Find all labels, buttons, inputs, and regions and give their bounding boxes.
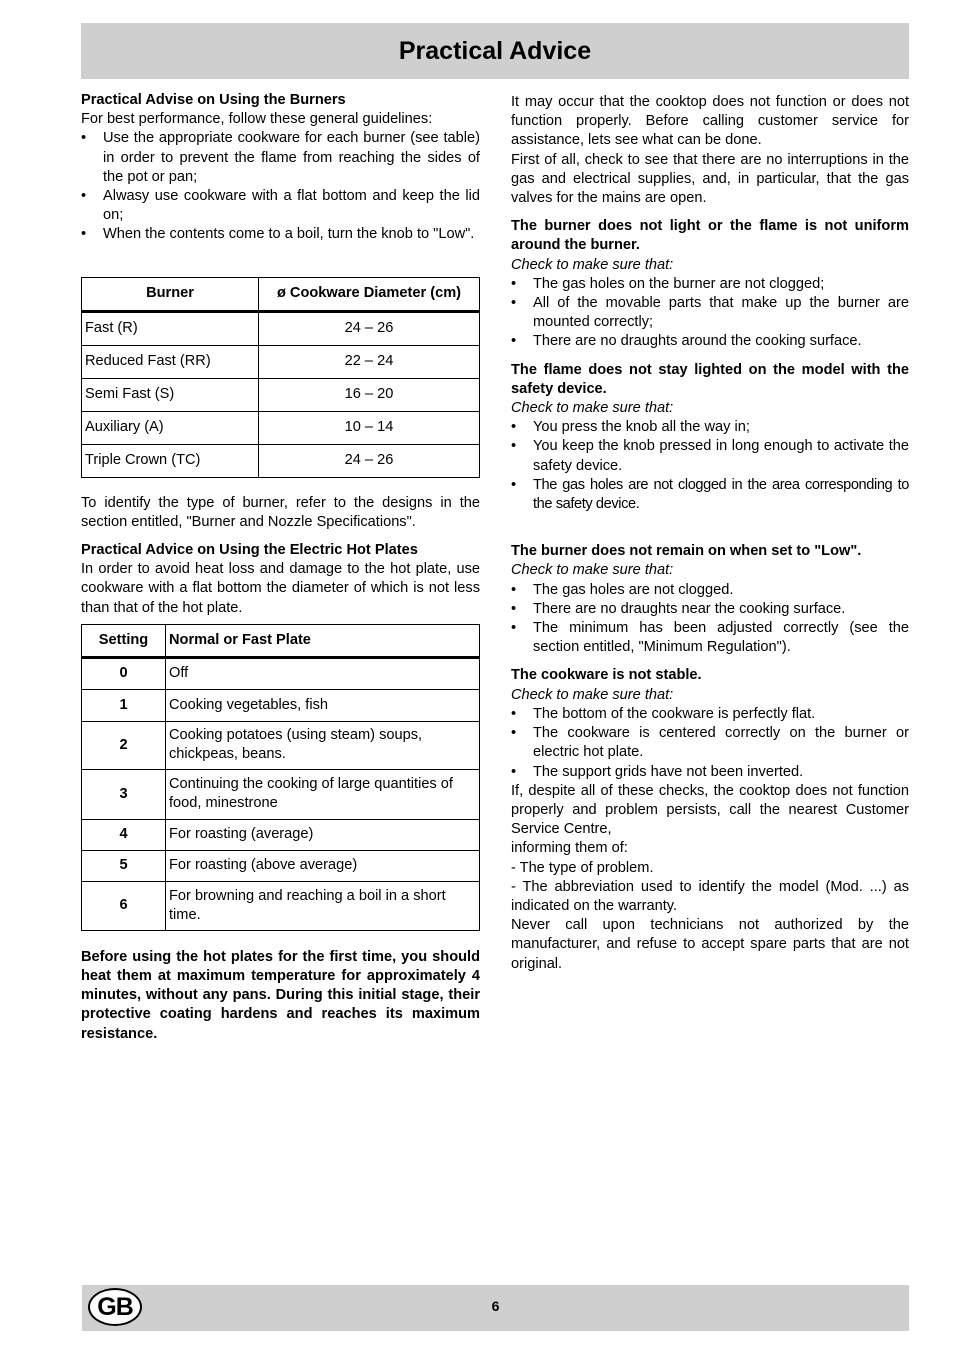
list-item: • Use the appropriate cookware for each burner (see table) in order to prevent the flame from reaching the sides of the pot or pan; xyxy=(81,129,480,187)
check-list xyxy=(511,705,909,782)
table-row xyxy=(82,657,480,689)
check-list xyxy=(511,275,909,352)
table-row xyxy=(82,819,480,850)
table-cell: For roasting (average) xyxy=(166,819,480,850)
table-cell: Semi Fast (S) xyxy=(82,378,259,411)
check-label: Check to make sure that: xyxy=(511,400,674,417)
table-header-row xyxy=(82,624,480,657)
table-cell: Auxiliary (A) xyxy=(82,411,259,444)
table-cell: Cooking potatoes (using steam) soups, chickpeas, beans. xyxy=(166,721,480,769)
table-cell: 4 xyxy=(82,819,166,850)
section-heading: The flame does not stay lighted on the model with the safety device. xyxy=(511,361,909,397)
footer-bar xyxy=(82,1285,909,1331)
table-row xyxy=(82,721,480,769)
table-cell: Off xyxy=(166,657,480,689)
list-item: • Alwasy use cookware with a flat bottom and keep the lid on; xyxy=(81,187,480,225)
list-item: • The gas holes are not clogged. xyxy=(511,581,909,600)
table-row xyxy=(82,769,480,819)
closing-text: If, despite all of these checks, the cooktop does not function properly and problem persists, call the nearest Customer Service Centre, xyxy=(511,782,909,838)
check-label: Check to make sure that: xyxy=(511,562,674,579)
table-row xyxy=(82,378,480,411)
section-heading: The burner does not light or the flame is not uniform around the burner. xyxy=(511,218,909,254)
table-row xyxy=(82,311,480,345)
table-cell: Cooking vegetables, fish xyxy=(166,689,480,721)
left-column xyxy=(81,91,480,1044)
table-cell: 24 – 26 xyxy=(259,311,480,345)
table-row xyxy=(82,850,480,881)
hot-plate-table xyxy=(81,624,480,931)
page-title: Practical Advice xyxy=(398,36,592,65)
closing-text: informing them of: xyxy=(511,840,628,857)
list-item: • When the contents come to a boil, turn the knob to "Low". xyxy=(81,225,480,244)
table-header-cell: Setting xyxy=(82,624,166,657)
title-bar xyxy=(81,23,909,79)
closing-text: Never call upon technicians not authorized by the manufacturer, and refuse to accept spare parts that are not original. xyxy=(511,917,909,972)
table-header-cell: Normal or Fast Plate xyxy=(166,624,480,657)
troubleshooting-supply-check: First of all, check to see that there are no interruptions in the gas and electrical supplies, and, in particular, that the gas valves for the mains are open. xyxy=(511,151,909,207)
check-label: Check to make sure that: xyxy=(511,686,674,703)
table-cell: Continuing the cooking of large quantities of food, minestrone xyxy=(166,769,480,819)
burner-table xyxy=(81,277,480,478)
hot-plates-heading: Practical Advice on Using the Electric Hot Plates xyxy=(81,542,418,559)
list-item: • There are no draughts near the cooking surface. xyxy=(511,600,909,619)
table-header-cell: Burner xyxy=(82,277,259,311)
identify-burner-text: To identify the type of burner, refer to the designs in the section entitled, "Burner and Nozzle Specifications". xyxy=(81,494,480,530)
table-row xyxy=(82,444,480,477)
table-cell: 22 – 24 xyxy=(259,345,480,378)
list-item: • You keep the knob pressed in long enough to activate the safety device. xyxy=(511,437,909,475)
table-header-cell: ø Cookware Diameter (cm) xyxy=(259,277,480,311)
right-column xyxy=(511,93,909,974)
table-row xyxy=(82,881,480,930)
page-number: 6 xyxy=(491,1298,500,1314)
table-row xyxy=(82,411,480,444)
gb-country-logo: GB xyxy=(88,1288,142,1326)
burners-heading: Practical Advise on Using the Burners xyxy=(81,92,346,108)
list-item: • There are no draughts around the cooking surface. xyxy=(511,332,909,351)
table-cell: 0 xyxy=(82,657,166,689)
table-cell: 2 xyxy=(82,721,166,769)
hot-plates-intro: In order to avoid heat loss and damage to the hot plate, use cookware with a flat bottom the diameter of which is not less than that of the hot plate. xyxy=(81,561,480,616)
table-cell: 5 xyxy=(82,850,166,881)
table-cell: For roasting (above average) xyxy=(166,850,480,881)
table-cell: Reduced Fast (RR) xyxy=(82,345,259,378)
list-item: • The minimum has been adjusted correctly (see the section entitled, "Minimum Regulation"). xyxy=(511,619,909,657)
table-cell: 6 xyxy=(82,881,166,930)
troubleshooting-intro: It may occur that the cooktop does not function or does not function properly. Before calling customer service for assistance, lets see what can be done. xyxy=(511,94,909,149)
table-header-row xyxy=(82,277,480,311)
closing-text: - The type of problem. xyxy=(511,859,654,876)
list-item: • All of the movable parts that make up the burner are mounted correctly; xyxy=(511,294,909,332)
table-cell: Triple Crown (TC) xyxy=(82,444,259,477)
table-cell: 24 – 26 xyxy=(259,444,480,477)
burners-bullet-list xyxy=(81,129,480,244)
table-cell: 16 – 20 xyxy=(259,378,480,411)
table-cell: Fast (R) xyxy=(82,311,259,345)
table-cell: 10 – 14 xyxy=(259,411,480,444)
table-cell: For browning and reaching a boil in a short time. xyxy=(166,881,480,930)
closing-text: - The abbreviation used to identify the model (Mod. ...) as indicated on the warranty. xyxy=(511,878,909,914)
list-item: • The gas holes are not clogged in the area corresponding to the safety device. xyxy=(511,476,909,514)
burners-intro: For best performance, follow these general guidelines: xyxy=(81,111,433,128)
table-row xyxy=(82,689,480,721)
list-item: • The cookware is centered correctly on the burner or electric hot plate. xyxy=(511,724,909,762)
check-list xyxy=(511,581,909,658)
section-heading: The burner does not remain on when set to "Low". xyxy=(511,543,862,560)
list-item: • The gas holes on the burner are not clogged; xyxy=(511,275,909,294)
list-item: • The bottom of the cookware is perfectly flat. xyxy=(511,705,909,724)
table-cell: 3 xyxy=(82,769,166,819)
list-item: • You press the knob all the way in; xyxy=(511,418,909,437)
section-heading: The cookware is not stable. xyxy=(511,667,702,684)
table-cell: 1 xyxy=(82,689,166,721)
first-use-warning: Before using the hot plates for the first time, you should heat them at maximum temperature for approximately 4 minutes, without any pans. During this initial stage, their protective coating hardens and reaches its maximum resistance. xyxy=(81,948,480,1042)
list-item: • The support grids have not been inverted. xyxy=(511,763,909,782)
table-row xyxy=(82,345,480,378)
check-label: Check to make sure that: xyxy=(511,256,674,273)
check-list xyxy=(511,418,909,514)
